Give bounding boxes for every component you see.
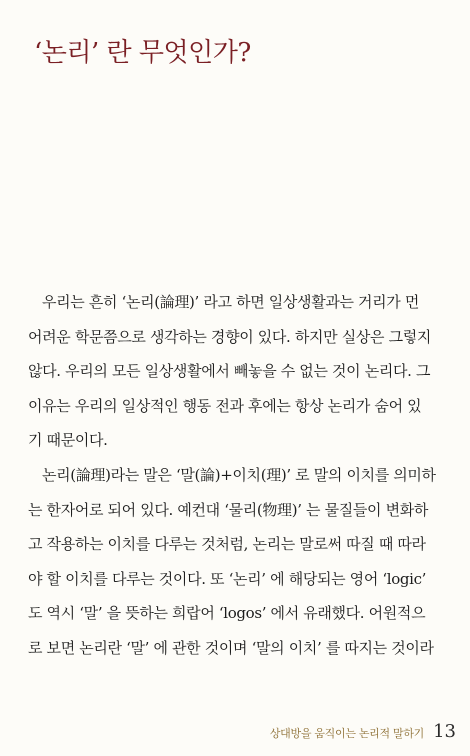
- paragraph-line: 이유는 우리의 일상적인 행동 전과 후에는 항상 논리가 숨어 있: [28, 396, 422, 415]
- paragraph-line: 도 역시 ‘말’ 을 뜻하는 희랍어 ‘logos’ 에서 유래했다. 어원적으: [28, 604, 426, 623]
- paragraph-line: 않다. 우리의 모든 일상생활에서 빼놓을 수 없는 것이 논리다. 그: [28, 362, 431, 381]
- paragraph-line: 논리(論理)라는 말은 ‘말(論)+이치(理)’ 로 말의 이치를 의미하: [42, 465, 436, 484]
- body-text: [28, 285, 456, 666]
- paragraph-line: 는 한자어로 되어 있다. 예컨대 ‘물리(物理)’ 는 물질들이 변화하: [28, 500, 428, 519]
- running-head: 상대방을 움직이는 논리적 말하기: [269, 727, 424, 740]
- page-number: 13: [433, 721, 456, 742]
- paragraph-line: 고 작용하는 이치를 다루는 것처럼, 논리는 말로써 따질 때 따라: [28, 535, 426, 554]
- chapter-title: ‘논리’ 란 무엇인가?: [34, 38, 251, 68]
- paragraph-line: 우리는 흔히 ‘논리(論理)’ 라고 하면 일상생활과는 거리가 먼: [42, 293, 420, 311]
- paragraph-line: 로 보면 논리란 ‘말’ 에 관한 것이며 ‘말의 이치’ 를 따지는 것이라: [28, 638, 434, 657]
- paragraph-line: 어려운 학문쯤으로 생각하는 경향이 있다. 하지만 실상은 그렇지: [28, 327, 431, 346]
- paragraph-line: 기 때문이다.: [28, 431, 108, 450]
- page-footer: [270, 721, 456, 742]
- paragraph-line: 야 할 이치를 다루는 것이다. 또 ‘논리’ 에 해당되는 영어 ‘logic’: [28, 569, 427, 588]
